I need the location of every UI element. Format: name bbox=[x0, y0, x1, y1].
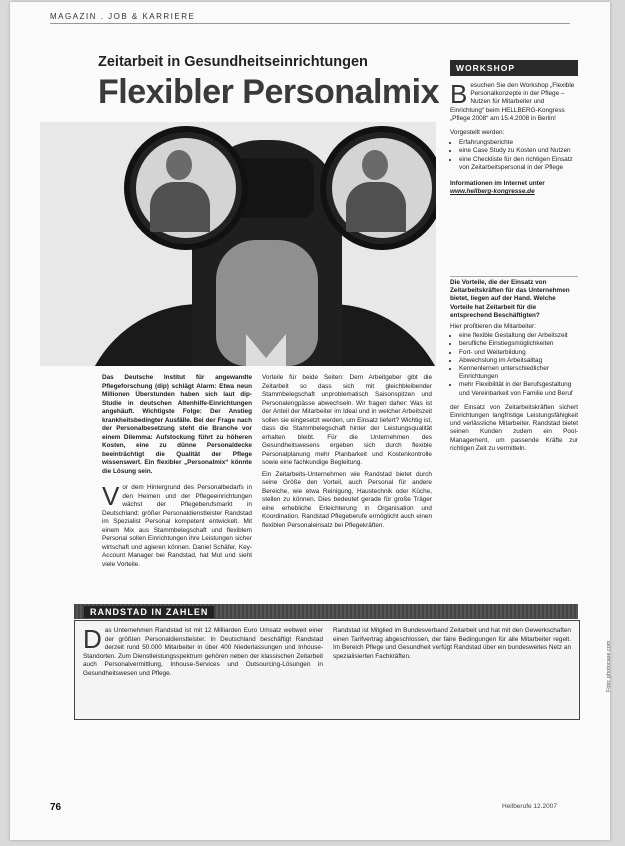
article-kicker: Zeitarbeit in Gesundheitseinrichtungen bbox=[98, 54, 368, 70]
randstad-box bbox=[74, 620, 580, 720]
workshop-topics bbox=[450, 139, 578, 172]
list-item: • eine Checkliste für den richtigen Einsatz von Zeitarbeitspersonal in der Pflege bbox=[459, 156, 578, 172]
benefits-question: Die Vorteile, die der Einsatz von Zeitarbeitskräften für das Unternehmen bietet, liegen auf der Hand. Welche Vorteile hat Zeitarbeit für die entsprechend Beschäftigten? bbox=[450, 279, 570, 319]
list-item: • berufliche Einstiegsmöglichkeiten bbox=[459, 340, 578, 348]
info-link[interactable]: www.hellberg-kongresse.de bbox=[450, 188, 535, 196]
list-item: • Erfahrungsberichte bbox=[459, 139, 578, 147]
benefits-tail: der Einsatz von Zeitarbeitskräften sichert Einrichtungen langfristige Leistungsfähigkeit und verlässliche Mitarbeiter. Randstad bietet seinen Kunden zudem ein Pool-Management, um passende Kräfte zur richtigen Zeit zu vermitteln. bbox=[450, 403, 578, 452]
randstad-text-2: Randstad ist Mitglied im Bundesverband Zeitarbeit und hat mit den Gewerkschaften einen Tarifvertrag abgeschlossen, der faire Bedingungen für alle Mitarbeiter regelt. Im Bereich Pflege und Gesundheit verfügt Randstad über ein bundesweites Netz an spezialisierten Fachkräften. bbox=[333, 627, 571, 660]
article-column-2 bbox=[262, 374, 432, 533]
dropcap: D bbox=[83, 624, 102, 654]
article-body: Ein Zeitarbeits-Unternehmen wie Randstad bietet durch seine Größe den Vorteil, auch Personal für andere Bereiche, wie etwa Reinigung, Haustechnik oder Küche, stellen zu können. Dies bedeutet gerade für große Träger eine erhebliche Erleichterung in Organisation und Koordination. Randstad Pflegeberufe ermöglicht auch einen flexiblen Personaleinsatz bei Pflegekräften. bbox=[262, 470, 432, 529]
article-body: Vorteile für beide Seiten: Dem Arbeitgeber gibt die Zeitarbeit so dass sich mit gleichbleibender Stammbelegschaft unproblematisch Saisonspitzen und Personalengpässe abwechseln. Wir fragen daher: Was ist der Anteil der Mitarbeiter im Ideal und in welcher Arbeitszeit sollen sie eingesetzt werden, um Einsatz liefert? Wichtig ist, dass die Stammbelegschaft hinter der Leistungsqualität erhalten bleibt. Für die Unternehmen des Gesundheitswesens ergeben sich durch flexible Personalplanung mehr Planbarkeit und Kostenkontrolle sowie eine fachkundige Begleitung. bbox=[262, 374, 432, 466]
workshop-intro: esuchen Sie den Workshop „Flexible Personalkonzepte in der Pflege – Nutzen für Mitarbeiter und Einrichtung“ beim HELLBERG-Kongress „Pflege 2008“ am 15.4.2008 in Berlin! bbox=[450, 82, 575, 122]
list-item: • mehr Flexibilität in der Berufsgestaltung und Vereinbarkeit von Familie und Beruf bbox=[459, 381, 578, 397]
article-title: Flexibler Personalmix bbox=[98, 73, 439, 111]
article-lead: Das Deutsche Institut für angewandte Pflegeforschung (dip) schlägt Alarm: Etwa neun Millionen Überstunden haben sich laut dip-Studie in deutschen Altenhilfe-Einrichtungen angehäuft. Wichtigste Folge: Der Anstieg krankheitsbedingter Ausfälle. Bei der Frage nach der Personalbesetzung steht die Branche vor einem Dilemma: Aufstockung führt zu höheren Kosten, eine zu dünne Personaldecke beeinträchtigt die Qualität der Pflege wissenswert. Ein flexibler „Personalmix“ könnte die Lösung sein. bbox=[102, 374, 252, 475]
info-label: Informationen im Internet unter bbox=[450, 180, 545, 188]
section-header: MAGAZIN . JOB & KARRIERE bbox=[50, 12, 570, 24]
list-item: • Kennenlernen unterschiedlicher Einrichtungen bbox=[459, 365, 578, 381]
list-item: • eine Case Study zu Kosten und Nutzen bbox=[459, 147, 578, 155]
photo-credit: Foto: photocase.com bbox=[606, 640, 612, 692]
workshop-sidebar bbox=[450, 60, 578, 196]
randstad-heading: RANDSTAD IN ZAHLEN bbox=[84, 606, 214, 618]
magazine-page bbox=[10, 2, 610, 840]
dropcap: B bbox=[450, 79, 468, 109]
page-number: 76 bbox=[50, 802, 62, 813]
journal-issue: Heilberufe 12.2007 bbox=[502, 803, 557, 810]
randstad-text-1: as Unternehmen Randstad ist mit 12 Milliarden Euro Umsatz weltweit einer der größten Personaldienstleister. In Deutschland beschäftigt Randstad derzeit rund 50.000 Mitarbeiter in über 400 Niederlassungen und Inhouse-Standorten. Zum Dienstleistungsspektrum gehören neben der klassischen Zeitarbeit auch Personalvermittlung, Inhouse-Services und Outsourcing-Lösungen in Gesundheitswesen und Pflege. bbox=[83, 627, 323, 677]
list-item: • Abwechslung im Arbeitsalltag bbox=[459, 357, 578, 365]
list-item: • eine flexible Gestaltung der Arbeitszeit bbox=[459, 332, 578, 340]
benefits-lead: Hier profitieren die Mitarbeiter: bbox=[450, 323, 536, 331]
list-item: • Fort- und Weiterbildung bbox=[459, 349, 578, 357]
article-column-1 bbox=[102, 374, 252, 572]
workshop-heading: WORKSHOP bbox=[450, 60, 578, 76]
dropcap: V bbox=[102, 481, 120, 511]
binocular-lens-right bbox=[320, 126, 436, 250]
benefits-box bbox=[450, 276, 578, 453]
workshop-topics-label: Vorgestellt werden: bbox=[450, 129, 505, 137]
article-body: or dem Hintergrund des Personalbedarfs in den Heimen und der Pflegeeinrichtungen wächst der Pflegeberufsmarkt in Deutschland: größer Personaldienstleister Randstad im Spezialist Personal kompetent entwickelt. Mit einem Mix aus Stammbelegschaft und flexiblem Personal sollen Einrichtungen ihre Leistungen sicher wirtschaft und agieren können. Daniel Schäfer, Key-Account Manager bei Randstad, hat Mut und sieht viele Vorteile. bbox=[102, 484, 252, 568]
binocular-lens-left bbox=[124, 126, 248, 250]
hero-photo bbox=[40, 122, 436, 366]
benefits-list bbox=[450, 332, 578, 398]
